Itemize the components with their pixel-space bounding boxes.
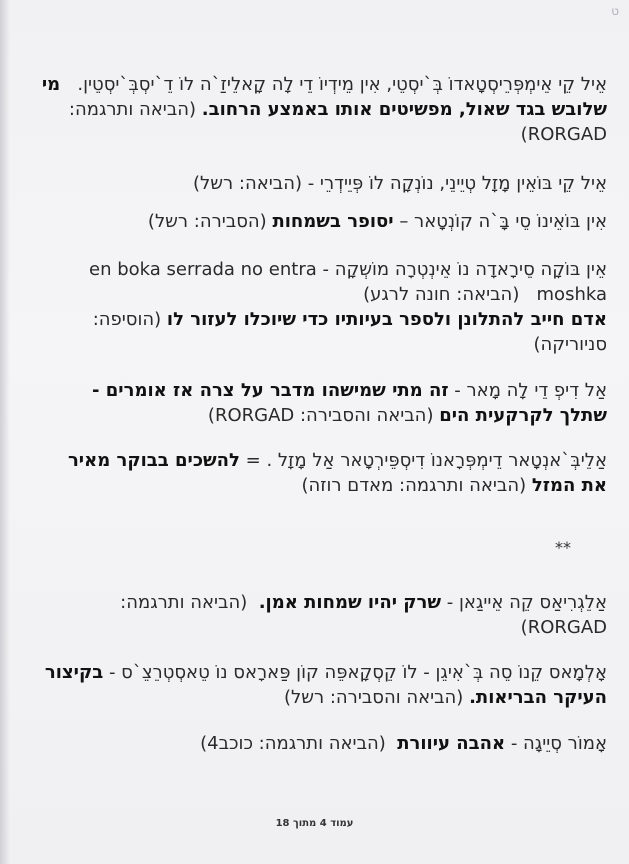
proverb-entry-5 (40, 378, 607, 428)
ladino-text: אַלֵגְרִיאַס קֵה אֵייגַאן - (446, 592, 607, 613)
attribution-note: (הביאה ותרגמה: כוכב4) (200, 733, 386, 754)
attribution-note-2: (הוסיפה: סניוריקה) (92, 309, 607, 355)
attribution-note: (הביאה: רשל) (193, 173, 302, 194)
proverb-entry-9 (40, 731, 607, 756)
hebrew-translation: מי שלובש בגד שאול, מפשיטים אותו באמצע הרחוב. (41, 74, 607, 120)
proverb-entry-4 (40, 257, 607, 357)
proverb-entry-1 (40, 72, 607, 147)
section-separator: ** (555, 538, 571, 557)
attribution-note: (הביאה ותרגמה: מאדם רוזה) (301, 475, 527, 496)
corner-mark: ט (611, 4, 619, 18)
ladino-text: אַלֵיבְּ`אנְטָאר דֵימְפְּרָאנוֹ דִיסְפֵּירְטָאר אַל מָזָל . = (245, 450, 607, 471)
proverb-entry-8 (40, 660, 607, 710)
hebrew-explanation: אדם חייב להתלונן ולספר בעיותיו כדי שיוכלו לעזור לו (166, 309, 607, 330)
hebrew-translation: יסופר בשמחות (272, 211, 394, 232)
attribution-note: (הביאה ותרגמה: RORGAD) (68, 99, 607, 145)
page-edge-shadow (0, 0, 10, 864)
ladino-text: אָלְמָאס קֵנוֹ סֵה בְּ`אִיגֵן - לוֹ קֵסְקָאפֵּה קוֹן פַּארָאס נוֹ טֵאסְטְרֵצֵ`ס - (108, 662, 607, 683)
proverb-entry-2 (40, 171, 607, 196)
hebrew-translation: להשכים בבוקר מאיר את המזל (67, 450, 607, 496)
ladino-text: אָמוֹר סְיֵיגָה - (510, 733, 607, 754)
page-number-footer: עמוד 4 מתוך 18 (275, 818, 354, 829)
attribution-note: (הביאה ותרגמה: RORGAD) (120, 592, 607, 638)
ladino-text: אֵיל קֵי אֵימְפְּרֵיסְטָאדוֹ בְּ`יסְטֵי, אִין מֵידְיוֹ דֵי לָה קָאלֵיזַ`ה לוֹ דֵ`יסְבְּ`יסְטֵין. (77, 74, 607, 95)
ladino-text: אֵין בּוֹקָה סֵירָאדָה נוֹ אֵינְטְרָה מוֹשְקָה - (322, 259, 607, 280)
ladino-text: אֵיל קֵי בּוֹאֵין מָזָל טְיֵינֵי, נוֹנְקָה לוֹ פְּיֵידְרֵי - (307, 173, 607, 194)
latin-transliteration: en boka serrada no entra moshka (89, 259, 607, 305)
attribution-note: (הביאה: חונה לרגע) (363, 284, 520, 305)
proverb-entry-6 (40, 448, 607, 498)
attribution-note: (הביאה והסבירה: RORGAD) (207, 405, 434, 426)
attribution-note: (הביאה והסבירה: רשל) (283, 687, 464, 708)
ladino-text: אִין בּוֹאֵינוֹ סֵי בָּ`ה קוֹנְטָאר – (399, 211, 607, 232)
attribution-note: (הסבירה: רשל) (147, 211, 267, 232)
hebrew-translation: אהבה עיוורת (397, 733, 506, 754)
proverb-entry-3 (40, 209, 607, 234)
hebrew-translation: שרק יהיו שמחות אמן. (258, 592, 442, 613)
hebrew-explanation: זה מתי שמישהו מדבר על צרה אז אומרים - שתלך לקרקעית הים (92, 380, 607, 426)
proverb-entry-7 (40, 590, 607, 640)
hebrew-explanation: בקיצור העיקר הבריאות. (44, 662, 607, 708)
ladino-text: אַל דִיפְ דֵי לָה מָאר - (454, 380, 607, 401)
